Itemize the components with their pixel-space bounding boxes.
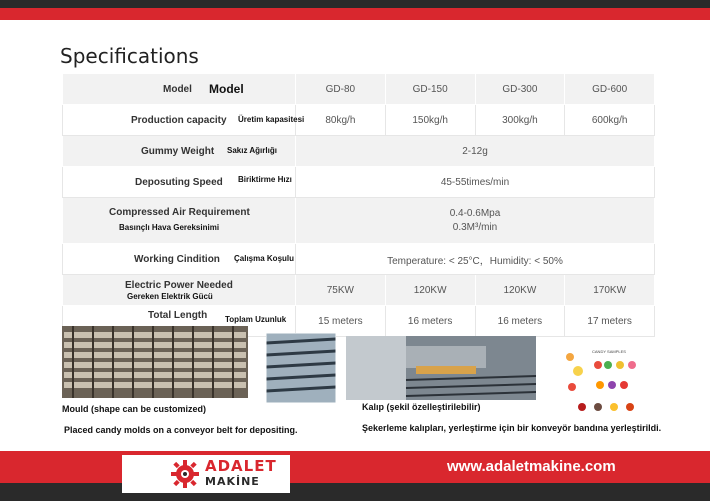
label-turkish: Üretim kapasitesi <box>238 115 305 124</box>
page-title: Specifications <box>60 44 199 68</box>
top-red-stripe <box>0 8 710 20</box>
specifications-table <box>62 73 655 337</box>
candy-samples-photo <box>562 345 642 415</box>
label-turkish: Model <box>209 82 244 96</box>
table-row <box>63 105 655 136</box>
table-cell: 45-55times/min <box>296 167 655 198</box>
label-turkish: Çalışma Koşulu <box>234 254 295 263</box>
row-label <box>63 136 296 167</box>
caption-conveyor: Placed candy molds on a conveyor belt for depositing. <box>64 425 298 435</box>
table-row <box>63 136 655 167</box>
depositing-machine-photo <box>346 336 536 400</box>
table-cell: GD-300 <box>475 74 565 105</box>
table-cell: 15 meters <box>296 306 386 337</box>
table-row <box>63 167 655 198</box>
row-label <box>63 105 305 136</box>
table-cell: 300kg/h <box>475 105 565 136</box>
table-row <box>63 74 655 105</box>
cell-line: 0.3M³/min <box>452 221 498 233</box>
website-link[interactable]: www.adaletmakine.com <box>447 458 616 475</box>
table-cell: 120KW <box>475 275 565 306</box>
table-cell: 150kg/h <box>385 105 475 136</box>
gear-logo-icon <box>170 459 200 489</box>
caption-conveyor-tr: Şekerleme kalıpları, yerleştirme için bir konveyör bandına yerleştirildi. <box>362 423 662 433</box>
label-english: Compressed Air Requirement <box>109 207 250 218</box>
table-cell: GD-600 <box>565 74 655 105</box>
row-label <box>63 167 296 198</box>
label-english: Production capacity <box>131 115 227 126</box>
row-label <box>63 74 296 105</box>
table-cell: 80kg/h <box>296 105 386 136</box>
logo-name: ADALET <box>205 457 277 475</box>
caption-mould-tr: Kalıp (şekil özelleştirilebilir) <box>362 402 481 412</box>
row-label <box>63 275 296 306</box>
table-cell: 600kg/h <box>565 105 655 136</box>
table-row <box>63 275 655 306</box>
logo-subname: MAKİNE <box>205 475 260 488</box>
label-english: Deposuting Speed <box>135 177 223 188</box>
table-cell: 120KW <box>385 275 475 306</box>
table-cell: GD-150 <box>385 74 475 105</box>
table-cell: 2-12g <box>296 136 655 167</box>
label-english: Working Cindition <box>134 254 220 265</box>
footer-dark-band <box>0 483 710 501</box>
label-turkish: Gereken Elektrik Gücü <box>127 292 213 301</box>
row-label <box>63 198 296 244</box>
label-english: Model <box>163 84 192 95</box>
top-dark-stripe <box>0 0 710 8</box>
candy-samples-label: CANDY SAMPLES <box>592 349 626 354</box>
label-english: Electric Power Needed <box>125 280 233 291</box>
label-turkish: Sakız Ağırlığı <box>227 146 277 155</box>
table-cell: 17 meters <box>565 306 655 337</box>
cell-line: 0.4-0.6Mpa <box>449 207 501 219</box>
table-cell <box>296 198 655 244</box>
table-row <box>63 244 655 275</box>
row-label <box>63 244 296 275</box>
label-turkish: Toplam Uzunluk <box>225 315 287 324</box>
table-cell: 16 meters <box>385 306 475 337</box>
table-cell: Temperature: < 25°C，Humidity: < 50% <box>296 244 655 275</box>
mould-photo <box>62 326 248 398</box>
table-cell: GD-80 <box>296 74 386 105</box>
table-cell: 16 meters <box>475 306 565 337</box>
caption-mould: Mould (shape can be customized) <box>62 404 207 414</box>
label-english: Total Length <box>148 310 208 321</box>
label-turkish: Basınçlı Hava Gereksinimi <box>119 223 220 232</box>
table-cell: 170KW <box>565 275 655 306</box>
label-english: Gummy Weight <box>141 146 215 157</box>
table-row <box>63 198 655 244</box>
label-turkish: Biriktirme Hızı <box>238 175 292 184</box>
conveyor-photo <box>266 333 336 403</box>
table-cell: 75KW <box>296 275 386 306</box>
